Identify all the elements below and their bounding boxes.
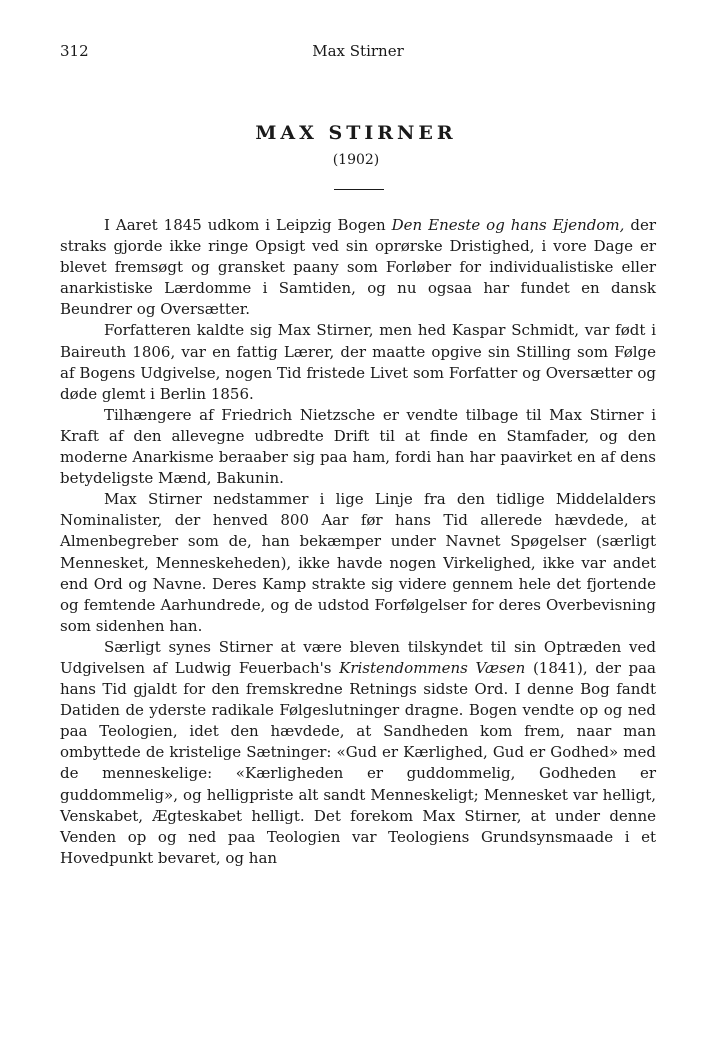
page-number: 312 (60, 42, 89, 60)
book-title-den-eneste: Den Eneste og hans Ejendom, (391, 216, 625, 234)
book-title-kristendommens-vaesen: Kristendommens Væsen (339, 658, 526, 677)
paragraph-4: Max Stirner nedstammer i lige Linje fra den tidlige Middelalders Nominalister, der henved 800 Aar før hans Tid allerede hævdede, at Almenbegreber som de, han bekæmper under Navnet Spøgelser (særligt Mennesket, Menneskeheden), ikke havde nogen Virkelighed, ikke var andet end Ord og Navne. Deres Kamp strakte sig videre gennem hele det fjortende og femtende Aarhundrede, og de udstod Forfølgelser for deres Overbevisning som sidenhen han. (60, 490, 656, 635)
body-text (60, 215, 656, 869)
paragraph-1: I Aaret 1845 udkom i Leipzig Bogen Den Eneste og hans Ejendom, der straks gjorde ikke ringe Opsigt ved sin oprørske Dristighed, i vore Dage er blevet fremsøgt og gransket paany som Forløber for individualistiske eller anarkistiske Lærdomme i Samtiden, og nu ogsaa har fundet en dansk Beundrer og Oversætter. (60, 216, 656, 319)
paragraph-3: Tilhængere af Friedrich Nietzsche er vendte tilbage til Max Stirner i Kraft af den allevegne udbredte Drift til at finde en Stamfader, og den moderne Anarkisme beraaber sig paa ham, fordi han har paavirket en af dens betydeligste Mænd, Bakunin. (60, 405, 656, 488)
running-head (60, 42, 656, 66)
article-year: (1902) (332, 152, 380, 168)
paragraph-2: Forfatteren kaldte sig Max Stirner, men hed Kaspar Schmidt, var født i Baireuth 1806, var en fattig Lærer, der maatte opgive sin Stilling som Følge af Bogens Udgivelse, nogen Tid fristede Livet som Forfatter og Oversætter og døde glemt i Berlin 1856. (60, 321, 656, 403)
article-title: MAX STIRNER (255, 122, 457, 144)
title-divider (334, 189, 384, 190)
paragraph-5: Særligt synes Stirner at være bleven tilskyndet til sin Optræden ved Udgivelsen af Ludwig Feuerbach's Kristendommens Væsen (1841), der paa hans Tid gjaldt for den fremskredne Retnings sidste Ord. I denne Bog fandt Datiden de yderste radikale Følgeslutninger dragne. Bogen vendte op og ned paa Teologien, idet den hævdede, at Sandheden kom frem, naar man ombyttede de kristelige Sætninger: «Gud er Kærlighed, Gud er Godhed» med de menneskelige: «Kærligheden er guddommelig, Godheden er guddommelig», og helligpriste alt sandt Menneskeligt; Mennesket var helligt, Venskabet, Ægteskabet helligt. Det forekom Max Stirner, at under denne Venden op og ned paa Teologien var Teologiens Grundsynsmaade i et Hovedpunkt bevaret, og han (60, 637, 657, 867)
running-title: Max Stirner (312, 42, 404, 60)
